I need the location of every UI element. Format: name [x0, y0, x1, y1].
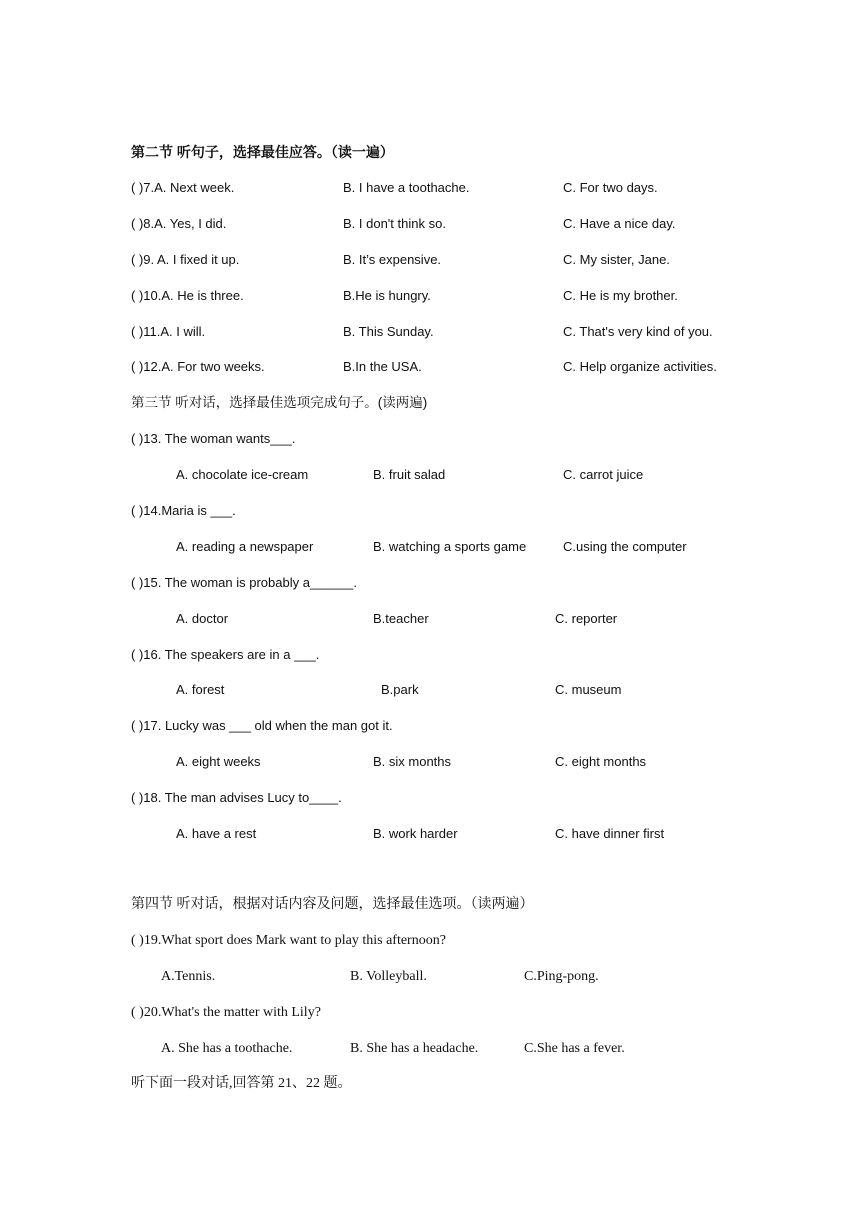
question-13-stem: ( )13. The woman wants___.: [131, 431, 296, 446]
question-11-option-c: C. That's very kind of you.: [563, 324, 713, 339]
question-15-option-c: C. reporter: [555, 611, 618, 626]
question-14-stem: ( )14.Maria is ___.: [131, 503, 236, 518]
question-14-option-a: A. reading a newspaper: [176, 539, 314, 554]
question-9-option-c: C. My sister, Jane.: [563, 252, 670, 267]
question-19-option-b: B. Volleyball.: [350, 969, 427, 984]
question-16-option-b: B.park: [381, 682, 419, 697]
question-16-option-c: C. museum: [555, 682, 622, 697]
question-8-option-b: B. I don't think so.: [343, 216, 446, 231]
question-8-option-c: C. Have a nice day.: [563, 216, 676, 231]
question-16-option-a: A. forest: [176, 682, 225, 697]
question-20-option-c: C.She has a fever.: [524, 1041, 625, 1056]
question-11-option-b: B. This Sunday.: [343, 324, 434, 339]
question-16-stem: ( )16. The speakers are in a ___.: [131, 647, 320, 662]
question-17-option-c: C. eight months: [555, 754, 647, 769]
question-20-option-a: A. She has a toothache.: [161, 1041, 293, 1056]
question-13-option-b: B. fruit salad: [373, 467, 446, 482]
question-18-option-a: A. have a rest: [176, 826, 257, 841]
question-12-option-c: C. Help organize activities.: [563, 359, 717, 374]
question-13-option-c: C. carrot juice: [563, 467, 644, 482]
section-4-title: 第四节 听对话，根据对话内容及问题，选择最佳选项。（读两遍）: [131, 897, 534, 912]
question-19-option-a: A.Tennis.: [161, 969, 216, 984]
question-7-option-b: B. I have a toothache.: [343, 180, 470, 195]
question-15-option-a: A. doctor: [176, 611, 229, 626]
question-19-option-c: C.Ping-pong.: [524, 969, 599, 984]
question-15-stem: ( )15. The woman is probably a______.: [131, 575, 357, 590]
question-14-option-b: B. watching a sports game: [373, 539, 527, 554]
question-14-option-c: C.using the computer: [563, 539, 687, 554]
question-12-option-b: B.In the USA.: [343, 359, 422, 374]
question-8-stem: ( )8.A. Yes, I did.: [131, 216, 227, 231]
question-20-stem: ( )20.What's the matter with Lily?: [131, 1005, 321, 1020]
question-18-option-c: C. have dinner first: [555, 826, 665, 841]
question-9-option-b: B. It’s expensive.: [343, 252, 442, 267]
question-13-option-a: A. chocolate ice-cream: [176, 467, 309, 482]
question-18-stem: ( )18. The man advises Lucy to____.: [131, 790, 342, 805]
question-18-option-b: B. work harder: [373, 826, 458, 841]
question-11-stem: ( )11.A. I will.: [131, 324, 206, 339]
section-2-title: 第二节 听句子，选择最佳应答。（读一遍）: [131, 144, 394, 160]
question-15-option-b: B.teacher: [373, 611, 429, 626]
section-3-title: 第三节 听对话，选择最佳选项完成句子。(读两遍): [131, 395, 428, 410]
question-17-option-a: A. eight weeks: [176, 754, 261, 769]
question-17-stem: ( )17. Lucky was ___ old when the man got it.: [131, 718, 393, 733]
question-10-option-b: B.He is hungry.: [343, 288, 431, 303]
dialogue-instruction: 听下面一段对话,回答第 21、22 题。: [131, 1076, 352, 1091]
question-10-option-c: C. He is my brother.: [563, 288, 678, 303]
question-7-option-c: C. For two days.: [563, 180, 658, 195]
question-10-stem: ( )10.A. He is three.: [131, 288, 244, 303]
question-7-stem: ( )7.A. Next week.: [131, 180, 235, 195]
question-9-stem: ( )9. A. I fixed it up.: [131, 252, 240, 267]
question-12-stem: ( )12.A. For two weeks.: [131, 359, 265, 374]
question-19-stem: ( )19.What sport does Mark want to play this afternoon?: [131, 933, 446, 948]
question-20-option-b: B. She has a headache.: [350, 1041, 479, 1056]
question-17-option-b: B. six months: [373, 754, 452, 769]
